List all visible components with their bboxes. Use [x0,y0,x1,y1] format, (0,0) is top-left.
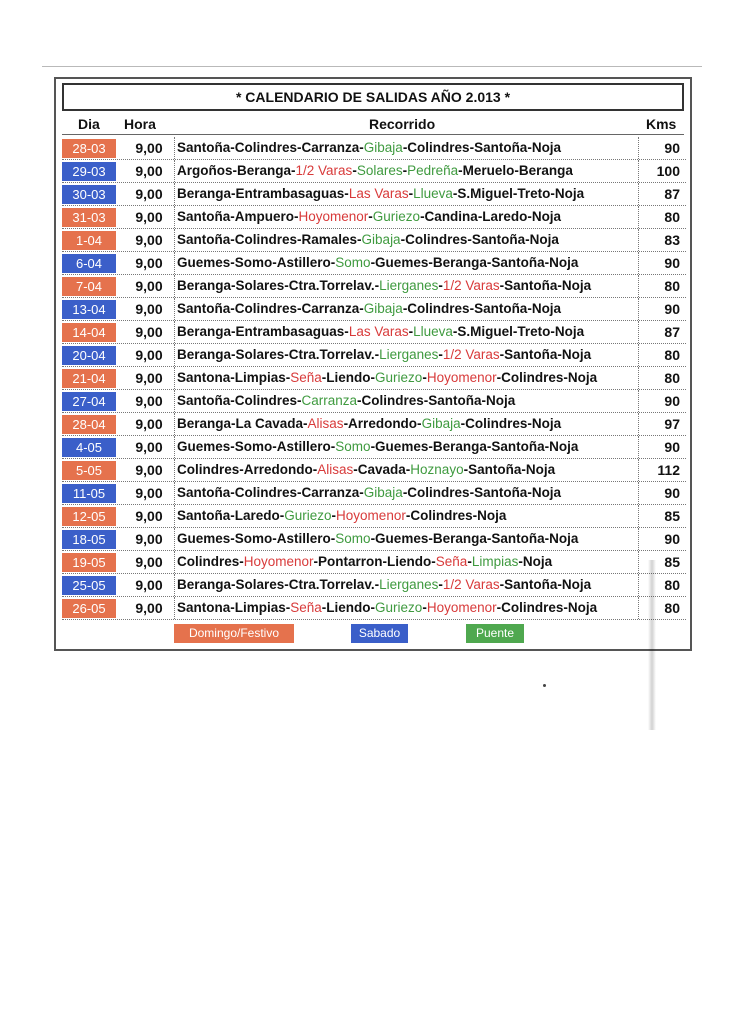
route-segment: -Arredondo- [343,416,422,431]
table-row [62,528,686,551]
table-row [62,321,686,344]
route-segment: Beranga-Solares-Ctra.Torrelav.- [177,347,380,362]
table-row [62,413,686,436]
table-row [62,344,686,367]
route-segment: -Guemes-Beranga-Santoña-Noja [370,531,579,546]
route-segment: - [422,370,427,385]
route-segment: Gibaja [363,140,403,155]
date-cell: 20-04 [62,346,116,365]
date-cell: 7-04 [62,277,116,296]
route-segment: Guemes-Somo-Astillero- [177,439,336,454]
route-segment: Seña [290,600,322,615]
legend-sabado: Sabado [351,624,408,643]
table-row [62,482,686,505]
date-cell: 4-05 [62,438,116,457]
table-row [62,574,686,597]
kms-cell: 80 [664,577,680,593]
route-segment: Limpias [471,554,519,569]
route-segment: -Meruelo-Beranga [458,163,573,178]
legend-puente: Puente [466,624,524,643]
route-cell [177,482,639,504]
table-row [62,367,686,390]
route-segment: -Colindres-Noja [496,370,598,385]
route-segment: Santoña-Colindres-Carranza- [177,485,364,500]
date-cell: 30-03 [62,185,116,204]
route-segment: Hoyomenor [243,554,314,569]
route-segment: -Noja [518,554,553,569]
route-cell [177,459,639,481]
date-cell: 14-04 [62,323,116,342]
page-top-rule [42,66,702,67]
date-cell: 26-05 [62,599,116,618]
scan-shadow [648,560,656,730]
route-cell [177,390,639,412]
time-cell: 9,00 [124,390,175,412]
kms-cell: 80 [664,370,680,386]
date-cell: 28-03 [62,139,116,158]
route-segment: Gibaja [363,485,403,500]
route-segment: - [438,347,443,362]
route-segment: Santoña-Ampuero- [177,209,299,224]
route-segment: Guemes-Somo-Astillero- [177,255,336,270]
route-segment: 1/2 Varas [442,278,500,293]
kms-cell: 90 [664,485,680,501]
kms-cell: 85 [664,508,680,524]
route-segment: -Colindres-Santoña-Noja [357,393,516,408]
route-segment: Llueva [413,186,453,201]
date-cell: 12-05 [62,507,116,526]
route-segment: -Colindres-Noja [496,600,598,615]
route-segment: -Colindres-Noja [405,508,507,523]
route-segment: Guriezo [375,600,423,615]
schedule-sheet [54,77,692,651]
route-segment: Beranga-Entrambasaguas- [177,324,349,339]
time-cell: 9,00 [124,321,175,343]
date-cell: 28-04 [62,415,116,434]
route-segment: Alisas [317,462,354,477]
table-row [62,275,686,298]
route-segment: -Cavada- [353,462,411,477]
route-cell [177,321,639,343]
kms-cell: 80 [664,278,680,294]
route-segment: - [352,163,357,178]
route-segment: Lierganes [379,577,439,592]
route-segment: Somo [335,439,371,454]
legend-domingo-festivo: Domingo/Festivo [174,624,294,643]
table-row [62,597,686,620]
time-cell: 9,00 [124,367,175,389]
route-segment: Somo [335,531,371,546]
time-cell: 9,00 [124,160,175,182]
column-header-recorrido: Recorrido [369,116,436,132]
route-segment: - [368,209,373,224]
route-cell [177,252,639,274]
route-segment: Santona-Limpias- [177,370,291,385]
kms-cell: 80 [664,347,680,363]
route-segment: - [467,554,472,569]
table-row [62,505,686,528]
route-segment: Hoznayo [410,462,464,477]
kms-cell: 112 [657,462,680,478]
table-row [62,390,686,413]
route-segment: -Liendo- [321,370,376,385]
route-segment: Gibaja [361,232,401,247]
route-cell [177,413,639,435]
date-cell: 11-05 [62,484,116,503]
route-segment: Guriezo [375,370,423,385]
table-row [62,160,686,183]
table-row [62,206,686,229]
time-cell: 9,00 [124,183,175,205]
time-cell: 9,00 [124,482,175,504]
time-cell: 9,00 [124,551,175,573]
table-row [62,459,686,482]
route-cell [177,528,639,550]
route-segment: Hoyomenor [426,600,497,615]
route-segment: Las Varas [348,324,409,339]
time-cell: 9,00 [124,459,175,481]
route-segment: Beranga-Solares-Ctra.Torrelav.- [177,278,380,293]
route-segment: - [438,278,443,293]
kms-cell: 85 [664,554,680,570]
route-segment: Santoña-Colindres-Carranza- [177,301,364,316]
time-cell: 9,00 [124,528,175,550]
route-segment: -Santoña-Noja [499,347,592,362]
kms-cell: 83 [664,232,680,248]
kms-cell: 90 [664,301,680,317]
route-cell [177,298,639,320]
route-segment: Seña [290,370,322,385]
route-segment: -S.Miguel-Treto-Noja [452,186,585,201]
route-cell [177,551,639,573]
column-header-kms: Kms [646,116,677,132]
kms-cell: 90 [664,531,680,547]
route-segment: -S.Miguel-Treto-Noja [452,324,585,339]
route-segment: -Candina-Laredo-Noja [420,209,562,224]
route-segment: -Pontarron-Liendo- [313,554,436,569]
route-cell [177,275,639,297]
route-segment: Santoña-Laredo- [177,508,285,523]
route-cell [177,137,639,159]
route-segment: Beranga-La Cavada- [177,416,308,431]
table-row [62,436,686,459]
route-segment: - [331,508,337,523]
route-segment: Beranga-Entrambasaguas- [177,186,349,201]
time-cell: 9,00 [124,574,175,596]
date-cell: 21-04 [62,369,116,388]
time-cell: 9,00 [124,344,175,366]
table-row [62,252,686,275]
route-segment: -Santoña-Noja [463,462,556,477]
header-divider [62,134,684,135]
route-cell [177,183,639,205]
route-segment: -Santoña-Noja [499,278,592,293]
table-row [62,298,686,321]
route-segment: Colindres- [177,554,244,569]
route-segment: Alisas [307,416,344,431]
kms-cell: 80 [664,209,680,225]
route-segment: Guriezo [372,209,421,224]
kms-cell: 80 [664,600,680,616]
route-segment: Argoños-Beranga- [177,163,296,178]
route-segment: Seña [435,554,468,569]
route-cell [177,574,639,596]
route-segment: Somo [335,255,371,270]
kms-cell: 97 [664,416,680,432]
date-cell: 5-05 [62,461,116,480]
route-segment: -Guemes-Beranga-Santoña-Noja [370,439,579,454]
date-cell: 31-03 [62,208,116,227]
kms-cell: 90 [664,140,680,156]
kms-cell: 100 [656,163,680,179]
kms-cell: 90 [664,439,680,455]
time-cell: 9,00 [124,206,175,228]
route-segment: Santoña-Colindres- [177,393,302,408]
page-title: * CALENDARIO DE SALIDAS AÑO 2.013 * [62,83,684,111]
date-cell: 29-03 [62,162,116,181]
route-cell [177,505,639,527]
time-cell: 9,00 [124,413,175,435]
time-cell: 9,00 [124,597,175,619]
route-segment: -Santoña-Noja [499,577,592,592]
route-segment: Beranga-Solares-Ctra.Torrelav.- [177,577,380,592]
date-cell: 25-05 [62,576,116,595]
kms-cell: 90 [664,393,680,409]
route-cell [177,344,639,366]
time-cell: 9,00 [124,229,175,251]
route-segment: -Liendo- [321,600,376,615]
time-cell: 9,00 [124,252,175,274]
route-segment: Lierganes [379,347,439,362]
table-row [62,137,686,160]
date-cell: 13-04 [62,300,116,319]
route-segment: Las Varas [348,186,409,201]
route-segment: Lierganes [379,278,439,293]
route-cell [177,229,639,251]
route-segment: -Colindres-Noja [460,416,562,431]
kms-cell: 87 [664,186,680,202]
route-segment: - [422,600,427,615]
time-cell: 9,00 [124,275,175,297]
date-cell: 6-04 [62,254,116,273]
route-segment: - [408,324,414,339]
table-row [62,183,686,206]
route-segment: 1/2 Varas [295,163,353,178]
route-segment: -Colindres-Santoña-Noja [402,140,562,155]
route-segment: -Colindres-Santoña-Noja [400,232,559,247]
route-segment: Solares [356,163,403,178]
route-cell [177,597,639,619]
time-cell: 9,00 [124,137,175,159]
route-segment: Llueva [413,324,453,339]
route-segment: - [438,577,443,592]
time-cell: 9,00 [124,505,175,527]
scan-speck [543,684,546,687]
route-segment: Gibaja [421,416,461,431]
route-cell [177,367,639,389]
route-cell [177,436,639,458]
route-segment: Carranza [301,393,358,408]
date-cell: 1-04 [62,231,116,250]
column-header-hora: Hora [124,116,156,132]
table-row [62,229,686,252]
schedule-rows [62,137,686,620]
route-segment: Santoña-Colindres-Ramales- [177,232,362,247]
route-cell [177,160,639,182]
route-cell [177,206,639,228]
route-segment: Santona-Limpias- [177,600,291,615]
route-segment: -Colindres-Santoña-Noja [402,301,562,316]
kms-cell: 90 [664,255,680,271]
route-segment: Colindres-Arredondo- [177,462,318,477]
date-cell: 19-05 [62,553,116,572]
table-row [62,551,686,574]
route-segment: - [402,163,408,178]
route-segment: Santoña-Colindres-Carranza- [177,140,364,155]
route-segment: 1/2 Varas [442,577,500,592]
route-segment: -Colindres-Santoña-Noja [402,485,562,500]
time-cell: 9,00 [124,436,175,458]
route-segment: -Guemes-Beranga-Santoña-Noja [370,255,579,270]
date-cell: 18-05 [62,530,116,549]
date-cell: 27-04 [62,392,116,411]
column-header-dia: Dia [78,116,100,132]
route-segment: Gibaja [363,301,403,316]
route-segment: Guemes-Somo-Astillero- [177,531,336,546]
route-segment: Pedreña [407,163,459,178]
time-cell: 9,00 [124,298,175,320]
route-segment: Hoyomenor [298,209,369,224]
route-segment: Hoyomenor [426,370,497,385]
route-segment: 1/2 Varas [442,347,500,362]
route-segment: Hoyomenor [336,508,406,523]
route-segment: - [408,186,414,201]
kms-cell: 87 [664,324,680,340]
route-segment: Guriezo [284,508,332,523]
